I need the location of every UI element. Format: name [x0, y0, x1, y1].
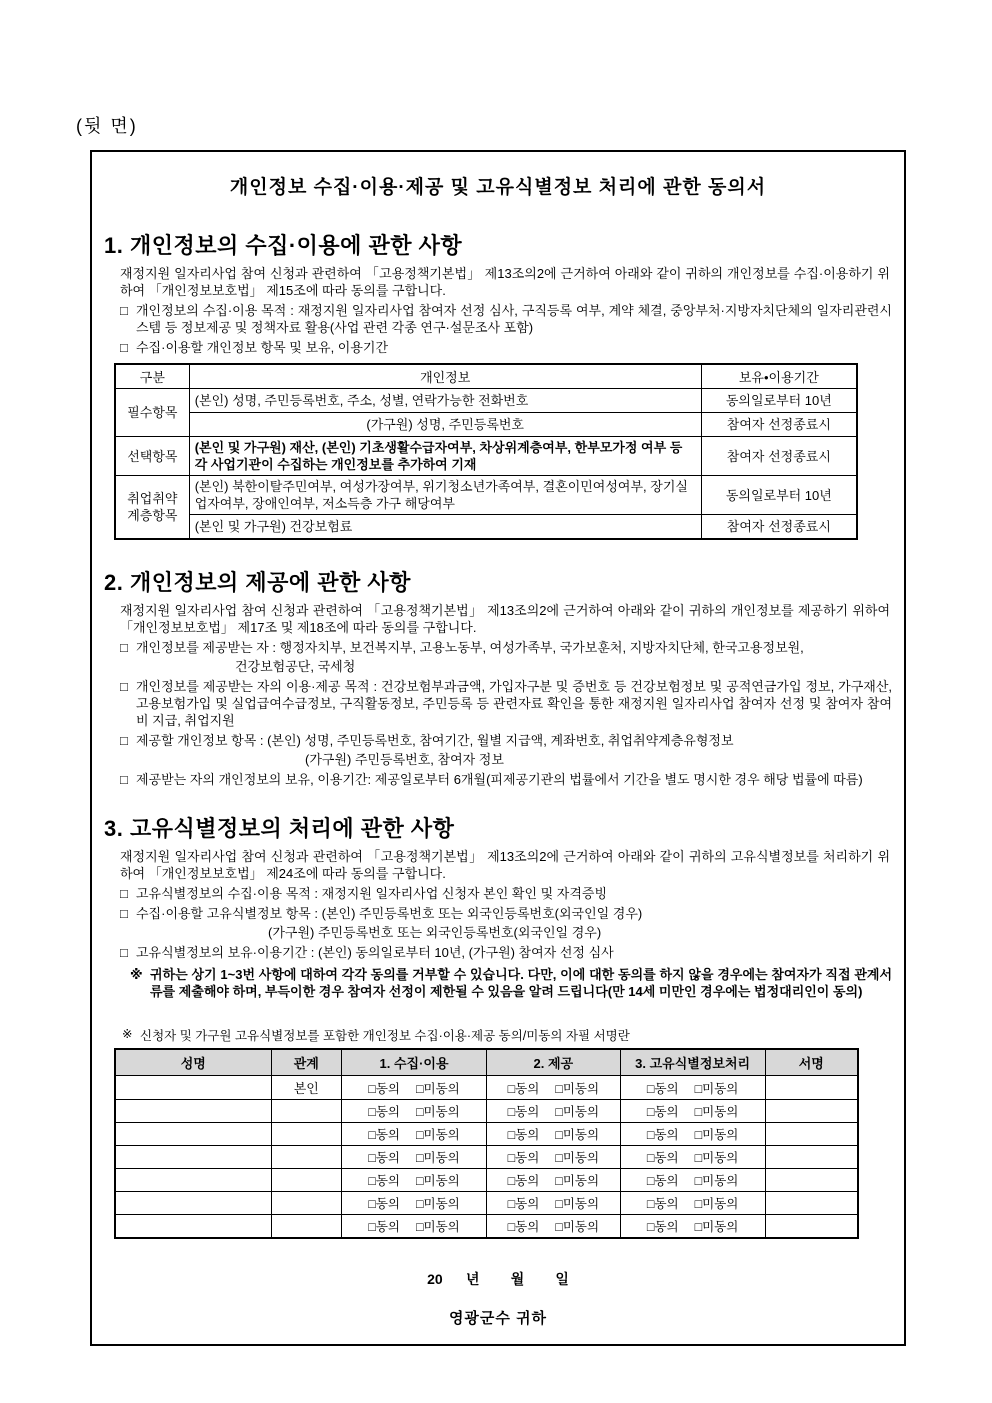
disagree-checkbox[interactable]: □미동의: [694, 1220, 739, 1234]
section3-intro: 재정지원 일자리사업 참여 신청과 관련하여 「고용정책기본법」 제13조의2에 근거하여 아래와 같이 귀하의 고유식별정보를 처리하기 위하여 「개인정보보호법」 제24조에 따라 동의를 구합니다.: [120, 848, 890, 881]
consent-unique-id-cell: [620, 1100, 765, 1123]
col-header-collection: 1. 수집·이용: [342, 1049, 487, 1076]
relation-input-cell[interactable]: [271, 1215, 342, 1239]
consent-provision-cell: [486, 1100, 620, 1123]
agree-checkbox[interactable]: □동의: [368, 1105, 400, 1119]
section1-bullet-purpose: [120, 302, 892, 336]
agree-checkbox[interactable]: □동의: [646, 1105, 679, 1119]
table-row: [115, 476, 857, 515]
addressee: 영광군수 귀하: [448, 1310, 548, 1327]
agree-checkbox[interactable]: □동의: [646, 1197, 679, 1211]
document-border-box: [90, 150, 906, 1346]
agree-checkbox[interactable]: □동의: [646, 1151, 679, 1165]
name-input-cell[interactable]: [115, 1192, 271, 1215]
table-row: [115, 413, 857, 437]
col-header-retention: 보유•이용기간: [701, 364, 857, 389]
signature-row: [115, 1215, 858, 1239]
relation-input-cell[interactable]: [271, 1100, 342, 1123]
consent-unique-id-cell: [620, 1076, 765, 1100]
consent-collection-cell: [342, 1192, 487, 1215]
section2-heading: 2. 개인정보의 제공에 관한 사항: [104, 569, 411, 595]
square-bullet-icon: □: [120, 944, 128, 960]
consent-unique-id-cell: [620, 1215, 765, 1239]
cell-period: 동의일로부터 10년: [701, 476, 857, 515]
table-row: [115, 437, 857, 476]
disagree-checkbox[interactable]: □미동의: [555, 1105, 600, 1119]
cell-period: 동의일로부터 10년: [701, 389, 857, 413]
section2-bullet-purpose: [120, 678, 892, 729]
section1-heading: 1. 개인정보의 수집·이용에 관한 사항: [104, 233, 463, 258]
group-required: 필수항목: [115, 389, 189, 437]
col-header-personal-info: 개인정보: [189, 364, 701, 389]
name-input-cell[interactable]: [115, 1076, 271, 1100]
agree-checkbox[interactable]: □동의: [368, 1197, 400, 1211]
cell-period: 참여자 선정종료시: [701, 413, 857, 437]
disagree-checkbox[interactable]: □미동의: [415, 1128, 460, 1142]
agree-checkbox[interactable]: □동의: [368, 1128, 400, 1142]
disagree-checkbox[interactable]: □미동의: [415, 1105, 460, 1119]
agree-checkbox[interactable]: □동의: [507, 1220, 540, 1234]
consent-unique-id-cell: [620, 1192, 765, 1215]
square-bullet-icon: □: [120, 678, 128, 694]
section1-bullet-items: [120, 339, 892, 356]
signature-row: [115, 1192, 858, 1215]
col-header-provision: 2. 제공: [486, 1049, 620, 1076]
cell-info: (본인) 성명, 주민등록번호, 주소, 성별, 연락가능한 전화번호: [189, 389, 701, 413]
section2-bullet-recipients: [120, 639, 892, 656]
square-bullet-icon: □: [120, 639, 128, 655]
signature-row: [115, 1169, 858, 1192]
disagree-checkbox[interactable]: □미동의: [555, 1081, 600, 1096]
consent-collection-cell: [342, 1123, 487, 1146]
agree-checkbox[interactable]: □동의: [507, 1197, 540, 1211]
bullet-text: 고유식별정보의 보유·이용기간 : (본인) 동의일로부터 10년, (가구원) 참여자 선정 심사: [136, 944, 614, 960]
consent-unique-id-cell: [620, 1123, 765, 1146]
group-optional: 선택항목: [115, 437, 189, 476]
bullet-text: 개인정보를 제공받는 자 : 행정자치부, 보건복지부, 고용노동부, 여성가족부, 국가보훈처, 지방자치단체, 한국고용정보원,: [136, 639, 804, 655]
table-header-row: [115, 364, 857, 389]
section1-bullets: [120, 302, 892, 356]
col-header-sign: 서명: [765, 1049, 858, 1076]
agree-checkbox[interactable]: □동의: [507, 1128, 540, 1142]
agree-checkbox[interactable]: □동의: [507, 1105, 540, 1119]
consent-unique-id-cell: [620, 1169, 765, 1192]
cell-period: 참여자 선정종료시: [701, 515, 857, 539]
square-bullet-icon: □: [120, 732, 128, 748]
disagree-checkbox[interactable]: □미동의: [555, 1220, 600, 1234]
section3-bullet-purpose: [120, 885, 892, 902]
agree-checkbox[interactable]: □동의: [646, 1128, 679, 1142]
bullet-text: 수집·이용할 고유식별정보 항목 : (본인) 주민등록번호 또는 외국인등록번호(외국인일 경우): [136, 905, 643, 921]
signature-input-cell[interactable]: [765, 1146, 858, 1169]
agree-checkbox[interactable]: □동의: [368, 1081, 400, 1096]
cell-info: (본인 및 가구원) 재산, (본인) 기초생활수급자여부, 차상위계층여부, 한부모가정 여부 등 각 사업기관이 수집하는 개인정보를 추가하여 기재: [189, 437, 701, 476]
agree-checkbox[interactable]: □동의: [368, 1220, 400, 1234]
cell-period: 참여자 선정종료시: [701, 437, 857, 476]
section2-bullets: [120, 639, 892, 788]
consent-collection-cell: [342, 1146, 487, 1169]
square-bullet-icon: □: [120, 303, 128, 318]
signature-input-cell[interactable]: [765, 1123, 858, 1146]
section1-intro: 재정지원 일자리사업 참여 신청과 관련하여 「고용정책기본법」 제13조의2에 근거하여 아래와 같이 귀하의 개인정보를 수집·이용하기 위하여 「개인정보보호법」 제15조에 따라 동의를 구합니다.: [120, 266, 890, 298]
relation-input-cell[interactable]: [271, 1146, 342, 1169]
section3-heading: 3. 고유식별정보의 처리에 관한 사항: [104, 815, 455, 841]
signature-table: [114, 1048, 859, 1240]
section3-bullets: [120, 885, 892, 1000]
name-input-cell[interactable]: [115, 1215, 271, 1239]
square-bullet-icon: □: [120, 905, 128, 921]
consent-provision-cell: [486, 1192, 620, 1215]
disagree-checkbox[interactable]: □미동의: [555, 1197, 600, 1211]
disagree-checkbox[interactable]: □미동의: [415, 1151, 460, 1165]
signature-section-note: [122, 1026, 892, 1044]
signature-row: [115, 1100, 858, 1123]
agree-checkbox[interactable]: □동의: [507, 1174, 540, 1188]
name-input-cell[interactable]: [115, 1146, 271, 1169]
section2-bullet-items: [120, 732, 892, 749]
consent-unique-id-cell: [620, 1146, 765, 1169]
square-bullet-icon: □: [120, 885, 128, 901]
consent-collection-cell: [342, 1215, 487, 1239]
signature-input-cell[interactable]: [765, 1076, 858, 1100]
notice-text: 귀하는 상기 1~3번 사항에 대하여 각각 동의를 거부할 수 있습니다. 다만, 이에 대한 동의를 하지 않을 경우에는 참여자가 직접 관계서류를 제출해야 하며, 부득이한 경우 참여자 선정이 제한될 수 있음을 알려 드립니다(만 14세 미만인 경우에는 법정대리인이 동의): [150, 966, 892, 999]
agree-checkbox[interactable]: □동의: [646, 1220, 679, 1234]
relation-input-cell[interactable]: [271, 1169, 342, 1192]
signature-input-cell[interactable]: [765, 1100, 858, 1123]
bullet-text: 제공할 개인정보 항목 : (본인) 성명, 주민등록번호, 참여기간, 월별 지급액, 계좌번호, 취업취약계층유형정보: [136, 732, 734, 748]
disagree-checkbox[interactable]: □미동의: [694, 1081, 739, 1096]
consent-provision-cell: [486, 1076, 620, 1100]
bullet-continuation: (가구원) 주민등록번호 또는 외국인등록번호(외국인일 경우): [268, 924, 602, 940]
back-side-label: (뒷 면): [76, 116, 138, 136]
signature-row: [115, 1146, 858, 1169]
cell-info: (본인) 북한이탈주민여부, 여성가장여부, 위기청소년가족여부, 결혼이민여성여부, 장기실업자여부, 장애인여부, 저소득층 가구 해당여부: [189, 476, 701, 515]
signature-note-text: 신청자 및 가구원 고유식별정보를 포함한 개인정보 수집·이용·제공 동의/미동의 자필 서명란: [140, 1028, 630, 1043]
consent-provision-cell: [486, 1169, 620, 1192]
disagree-checkbox[interactable]: □미동의: [694, 1105, 739, 1119]
col-header-unique-id: 3. 고유식별정보처리: [620, 1049, 765, 1076]
square-bullet-icon: □: [120, 340, 128, 355]
cell-info: (본인 및 가구원) 건강보험료: [189, 515, 701, 539]
consent-collection-cell: [342, 1100, 487, 1123]
square-bullet-icon: □: [120, 771, 128, 787]
section3-bullet-items: [120, 905, 892, 922]
signature-input-cell[interactable]: [765, 1169, 858, 1192]
disagree-checkbox[interactable]: □미동의: [415, 1174, 460, 1188]
col-header-relation: 관계: [271, 1049, 342, 1076]
reference-mark-icon: ※: [130, 966, 143, 982]
section2-bullet-retention: [120, 771, 892, 788]
disagree-checkbox[interactable]: □미동의: [415, 1197, 460, 1211]
bullet-text: 제공받는 자의 개인정보의 보유, 이용기간: 제공일로부터 6개월(피제공기관의 법률에서 기간을 별도 명시한 경우 해당 법률에 따름): [136, 771, 863, 787]
signature-row: [115, 1123, 858, 1146]
disagree-checkbox[interactable]: □미동의: [694, 1128, 739, 1142]
relation-cell: 본인: [271, 1076, 342, 1100]
table-row: [115, 515, 857, 539]
consent-provision-cell: [486, 1123, 620, 1146]
disagree-checkbox[interactable]: □미동의: [694, 1197, 739, 1211]
bullet-text: 개인정보를 제공받는 자의 이용·제공 목적 : 건강보험부과금액, 가입자구분 및 증번호 등 건강보험정보 및 공적연금가입 정보, 가구재산, 고용보험가입 및 실업급여수급정보, 구직활동정보, 주민등록 등 관련자료 확인을 통한 재정지원 일자리사업 참여자 선정 및 참여자 참여비 지급, 취업지원: [136, 678, 892, 728]
personal-info-table: [114, 363, 858, 540]
refusal-notice: [130, 966, 892, 1000]
signature-input-cell[interactable]: [765, 1215, 858, 1239]
name-input-cell[interactable]: [115, 1100, 271, 1123]
signature-table-body: [115, 1076, 858, 1239]
group-vulnerable: 취업취약 계층항목: [115, 476, 189, 539]
col-header-category: 구분: [115, 364, 189, 389]
signature-input-cell[interactable]: [765, 1192, 858, 1215]
reference-mark-icon: ※: [122, 1026, 133, 1041]
bullet-continuation: 건강보험공단, 국세청: [235, 658, 356, 674]
bullet-text: 수집·이용할 개인정보 항목 및 보유, 이용기간: [136, 340, 389, 355]
agree-checkbox[interactable]: □동의: [507, 1081, 540, 1096]
section3-bullet-retention: [120, 944, 892, 961]
date-line: 20 년 월 일: [427, 1271, 569, 1287]
signature-row-self: [115, 1076, 858, 1100]
consent-provision-cell: [486, 1146, 620, 1169]
consent-collection-cell: [342, 1076, 487, 1100]
signature-header-row: [115, 1049, 858, 1076]
disagree-checkbox[interactable]: □미동의: [415, 1081, 460, 1096]
consent-provision-cell: [486, 1215, 620, 1239]
disagree-checkbox[interactable]: □미동의: [555, 1151, 600, 1165]
col-header-name: 성명: [115, 1049, 271, 1076]
agree-checkbox[interactable]: □동의: [646, 1174, 679, 1188]
relation-input-cell[interactable]: [271, 1192, 342, 1215]
disagree-checkbox[interactable]: □미동의: [555, 1174, 600, 1188]
document-title: 개인정보 수집·이용·제공 및 고유식별정보 처리에 관한 동의서: [229, 177, 767, 198]
agree-checkbox[interactable]: □동의: [507, 1151, 540, 1165]
table-row: [115, 389, 857, 413]
agree-checkbox[interactable]: □동의: [368, 1151, 400, 1165]
disagree-checkbox[interactable]: □미동의: [555, 1128, 600, 1142]
bullet-text: 고유식별정보의 수집·이용 목적 : 재정지원 일자리사업 신청자 본인 확인 및 자격증빙: [136, 885, 608, 901]
bullet-text: 개인정보의 수집·이용 목적 : 재정지원 일자리사업 참여자 선정 심사, 구직등록 여부, 계약 체결, 중앙부처·지방자치단체의 일자리관련시스템 등 정보제공 및 정책자료 활용(사업 관련 각종 연구·설문조사 포함): [136, 303, 892, 335]
disagree-checkbox[interactable]: □미동의: [415, 1220, 460, 1234]
relation-input-cell[interactable]: [271, 1123, 342, 1146]
cell-info: (가구원) 성명, 주민등록번호: [189, 413, 701, 437]
bullet-continuation: (가구원) 주민등록번호, 참여자 정보: [305, 751, 504, 767]
name-input-cell[interactable]: [115, 1169, 271, 1192]
consent-collection-cell: [342, 1169, 487, 1192]
section2-intro: 재정지원 일자리사업 참여 신청과 관련하여 「고용정책기본법」 제13조의2에 근거하여 아래와 같이 귀하의 개인정보를 제공하기 위하여 「개인정보보호법」 제17조 및 제18조에 따라 동의를 구합니다.: [120, 602, 890, 635]
agree-checkbox[interactable]: □동의: [646, 1081, 679, 1096]
agree-checkbox[interactable]: □동의: [368, 1174, 400, 1188]
disagree-checkbox[interactable]: □미동의: [694, 1151, 739, 1165]
disagree-checkbox[interactable]: □미동의: [694, 1174, 739, 1188]
name-input-cell[interactable]: [115, 1123, 271, 1146]
